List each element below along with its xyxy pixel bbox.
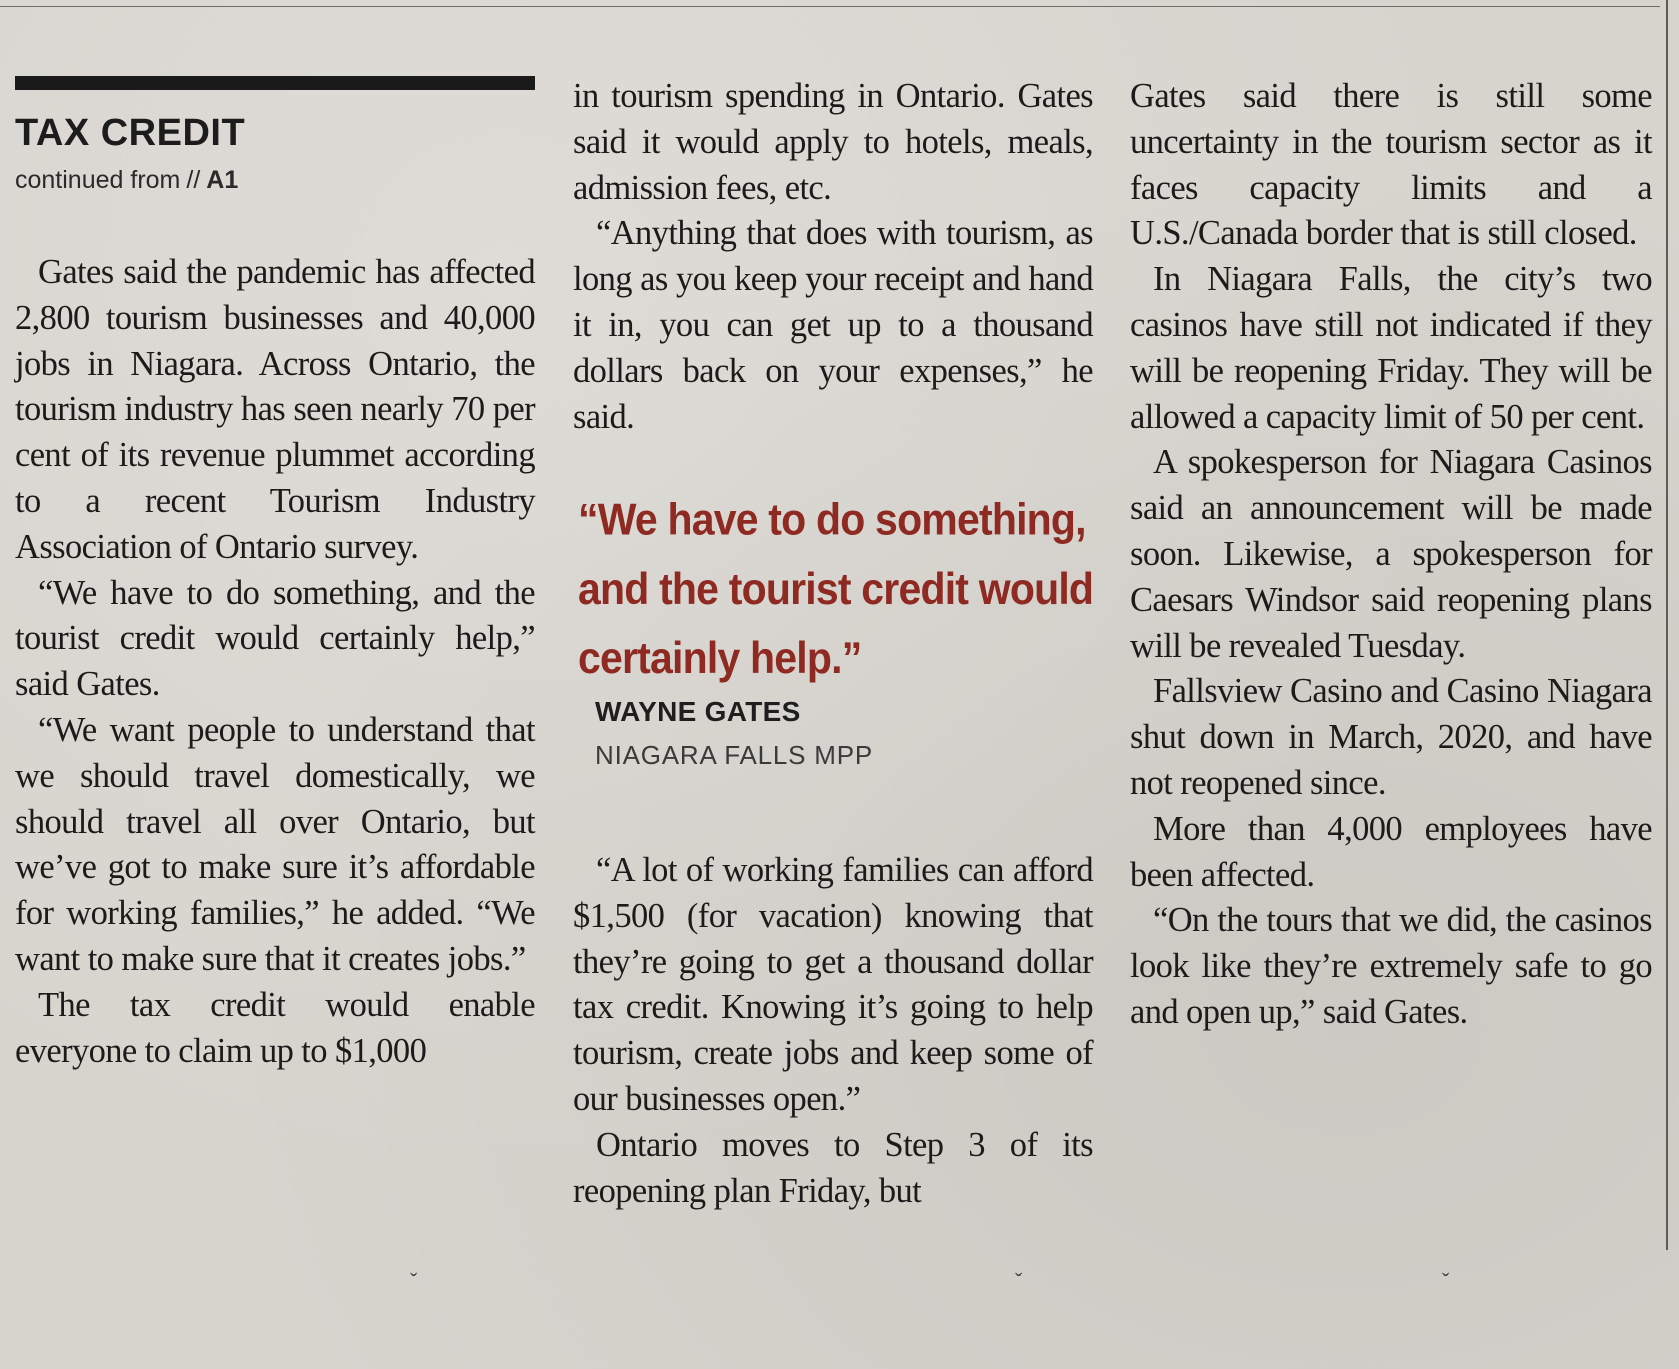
paragraph: Gates said there is still some uncertainty in the tourism sector as it faces capacity limits and a U.S./Canada border that is still closed. (1130, 77, 1652, 253)
continued-label: continued from (15, 166, 181, 194)
paragraph: The tax credit would enable everyone to claim up to $1,000 (15, 985, 535, 1070)
continued-page-ref: A1 (206, 166, 239, 194)
paragraph: in tourism spending in Ontario. Gates said it would apply to hotels, meals, admission fees, etc. (573, 77, 1093, 207)
paragraph: More than 4,000 employees have been affected. (1130, 809, 1652, 894)
top-rule (0, 6, 1660, 7)
pull-quote-attribution-name: WAYNE GATES (595, 696, 801, 727)
column-3-body (1130, 74, 1652, 1036)
paragraph: A spokesperson for Niagara Casinos said an announcement will be made soon. Likewise, a spokesperson for Caesars Windsor said reopening plans will be revealed Tuesday. (1130, 443, 1652, 665)
paragraph: “Anything that does with tourism, as long as you keep your receipt and hand it in, you can get up to a thousand dollars back on your expenses,” he said. (573, 214, 1093, 436)
pull-quote-attribution-title: NIAGARA FALLS MPP (595, 740, 874, 770)
paragraph: Gates said the pandemic has affected 2,800 tourism businesses and 40,000 jobs in Niagara. Across Ontario, the tourism industry has seen nearly 70 per cent of its revenue plummet according to a recent Tourism Industry Association of Ontario survey. (15, 253, 535, 566)
staple-mark-icon: ˇ (1442, 1268, 1450, 1293)
staple-mark-icon: ˇ (410, 1268, 418, 1293)
paragraph: Fallsview Casino and Casino Niagara shut down in March, 2020, and have not reopened since. (1130, 672, 1652, 802)
pull-quote: “We have to do something, and the tourist credit would certainly help.” (578, 494, 1094, 683)
paragraph: “We have to do something, and the tourist credit would certainly help,” said Gates. (15, 573, 535, 704)
paragraph: Ontario moves to Step 3 of its reopening plan Friday, but (573, 1125, 1093, 1210)
column-2-body-bottom (573, 848, 1093, 1214)
paragraph: In Niagara Falls, the city’s two casinos have still not indicated if they will be reopening Friday. They will be allowed a capacity limit of 50 per cent. (1130, 260, 1652, 436)
staple-mark-icon: ˇ (1015, 1268, 1023, 1293)
continued-separator: // (186, 166, 201, 194)
right-column-rule (1666, 0, 1668, 1250)
section-kicker: TAX CREDIT (15, 112, 246, 154)
continued-from-line (15, 166, 238, 195)
paragraph: “We want people to understand that we should travel domestically, we should travel all over Ontario, but we’ve got to make sure it’s affordable for working families,” he added. “We want to make sure that it creates jobs.” (15, 710, 535, 978)
paragraph: “On the tours that we did, the casinos look like they’re extremely safe to go and open up,” said Gates. (1130, 901, 1652, 1031)
column-1-body (15, 250, 535, 1074)
column-2-body-top (573, 74, 1093, 440)
kicker-bar (15, 76, 535, 90)
paragraph: “A lot of working families can afford $1,500 (for vacation) knowing that they’re going to get a thousand dollar tax credit. Knowing it’s going to help tourism, create jobs and keep some of our businesses open.” (573, 851, 1093, 1118)
